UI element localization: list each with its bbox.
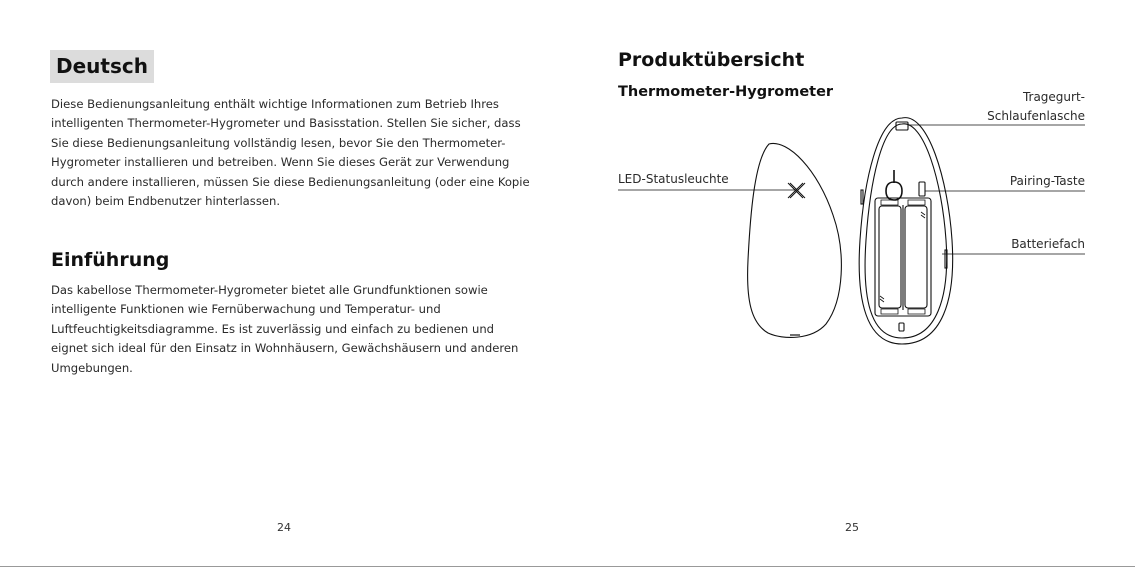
language-label: Deutsch [50,50,154,83]
callout-pairing: Pairing-Taste [1009,174,1085,188]
callout-strap-line2: Schlaufenlasche [987,109,1085,123]
page-number-right: 25 [845,521,859,534]
battery-terminal-top-2 [908,200,925,205]
battery-cell-2 [905,206,927,308]
device-back-outline-inner [865,124,947,338]
left-page [0,0,567,568]
battery-terminal-top-1 [881,200,898,205]
page-number-left: 24 [277,521,291,534]
device-front-outline [748,143,842,337]
strap-loop-icon [896,122,908,130]
side-slot-2 [945,250,947,268]
intro-paragraph: Diese Bedienungsanleitung enthält wichtige Informationen zum Betrieb Ihres intelligenten Thermometer-Hygrometer und Basisstation. Stellen Sie sicher, dass Sie diese Bedienungsanleitung vollständig lesen, bevor Sie den Thermometer-Hygrometer installieren und betreiben. Wenn Sie dieses Gerät zur Verwendung durch andere installieren, müssen Sie diese Bedienungsanleitung (oder eine Kopie davon) beim Endbenutzer hinterlassen. [51,97,530,209]
device-back [859,118,952,344]
hanging-hook-icon [886,170,902,200]
page-title: Produktübersicht [618,49,805,71]
right-page [568,0,1135,568]
section-heading: Einführung [51,249,170,271]
bottom-border [0,566,1135,567]
battery-cell-1 [879,206,901,308]
battery-terminal-bottom-2 [908,309,925,314]
bottom-clip [899,323,904,331]
callout-led: LED-Statusleuchte [618,172,729,186]
pairing-button-icon [919,182,925,196]
battery-terminal-bottom-1 [881,309,898,314]
led-x-icon [788,183,805,198]
callout-battery: Batteriefach [1011,237,1085,251]
callout-strap-line1: Tragegurt- [1022,90,1085,104]
page-subtitle: Thermometer-Hygrometer [618,84,834,100]
section-paragraph: Das kabellose Thermometer-Hygrometer bietet alle Grundfunktionen sowie intelligente Funktionen wie Fernüberwachung und Temperatur- und Luftfeuchtigkeitsdiagramme. Es ist zuverlässig und einfach zu bedienen und eignet sich ideal für den Einsatz in Wohnhäusern, Gewächshäusern und anderen Umgebungen. [51,283,519,375]
device-diagram [568,0,1135,568]
side-slot-1 [861,190,863,204]
callout-strap [987,88,1085,126]
device-front [748,143,842,337]
